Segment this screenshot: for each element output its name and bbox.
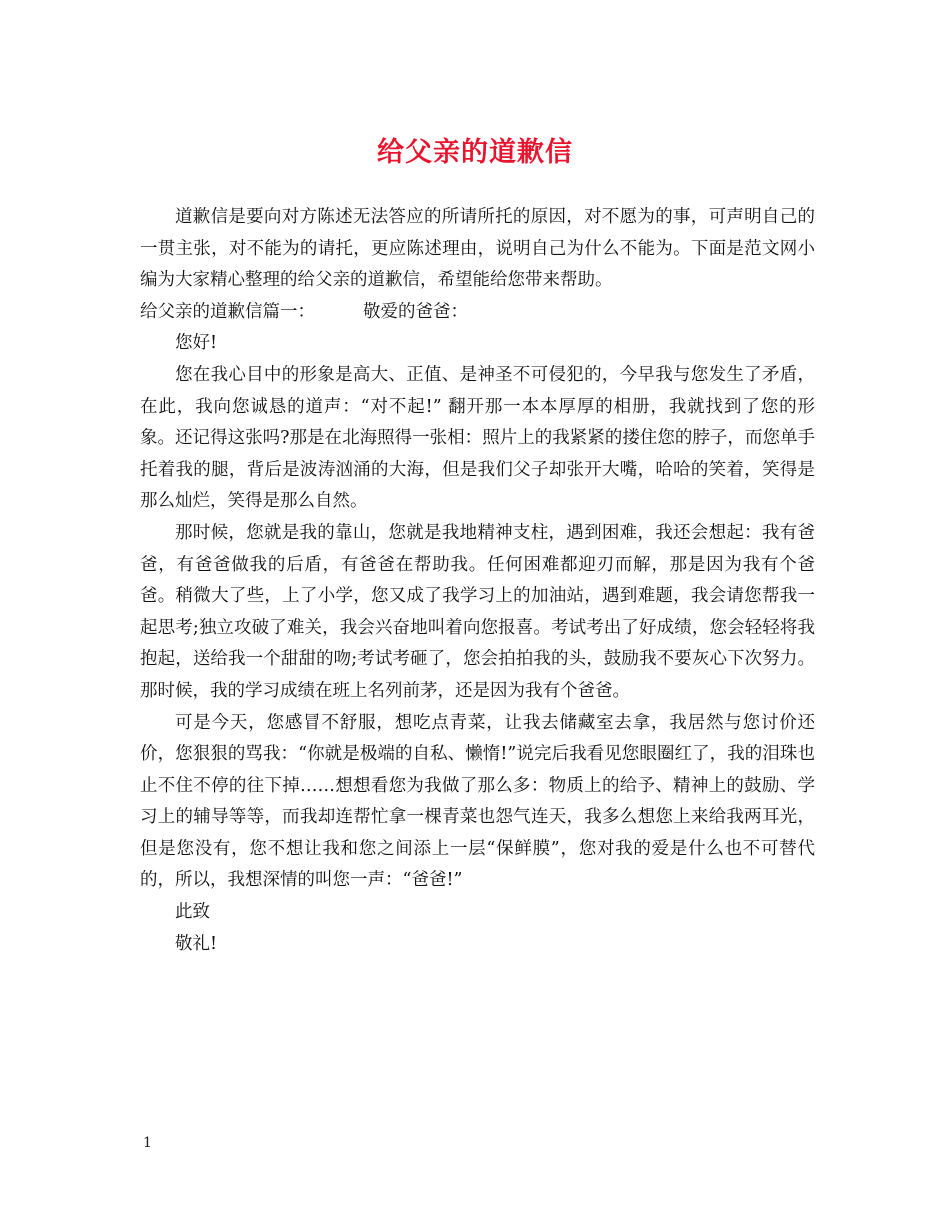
letter-body bbox=[140, 202, 815, 960]
closing-line-2: 敬礼! bbox=[175, 933, 218, 954]
section-heading-line bbox=[140, 297, 815, 329]
intro-paragraph: 道歉信是要向对方陈述无法答应的所请所托的原因，对不愿为的事，可声明自己的一贯主张，对不能为的请托，更应陈述理由，说明自己为什么不能为。下面是范文网小编为大家精心整理的给父亲的道歉信，希望能给您带来帮助。 bbox=[140, 207, 815, 291]
page-number: 1 bbox=[143, 1135, 152, 1151]
page-title: 给父亲的道歉信 bbox=[377, 137, 573, 168]
body-paragraph-1: 您在我心目中的形象是高大、正值、是神圣不可侵犯的，今早我与您发生了矛盾，在此，我向您诚恳的道声：“对不起!” 翻开那一本本厚厚的相册，我就找到了您的形象。还记得这张吗?那是在北海照得一张相：照片上的我紧紧的搂住您的脖子，而您单手托着我的腿，背后是波涛汹涌的大海，但是我们父子却张开大嘴，哈哈的笑着，笑得是那么灿烂，笑得是那么自然。 bbox=[140, 364, 815, 512]
section-label: 给父亲的道歉信篇一： bbox=[140, 301, 315, 322]
salutation: 敬爱的爸爸： bbox=[363, 301, 468, 322]
closing-line-1: 此致 bbox=[175, 902, 210, 923]
body-paragraph-3: 可是今天，您感冒不舒服，想吃点青菜，让我去储藏室去拿，我居然与您讨价还价，您狠狠的骂我：“你就是极端的自私、懒惰!”说完后我看见您眼圈红了，我的泪珠也止不住不停的往下掉……想想看您为我做了那么多：物质上的给予、精神上的鼓励、学习上的辅导等等，而我却连帮忙拿一棵青菜也怨气连天，我多么想您上来给我两耳光，但是您没有，您不想让我和您之间添上一层“保鲜膜”，您对我的爱是什么也不可替代的，所以，我想深情的叫您一声：“爸爸!” bbox=[140, 712, 815, 891]
body-paragraph-2: 那时候，您就是我的靠山，您就是我地精神支柱，遇到困难，我还会想起：我有爸爸，有爸爸做我的后盾，有爸爸在帮助我。任何困难都迎刃而解，那是因为我有个爸爸。稍微大了些，上了小学，您又成了我学习上的加油站，遇到难题，我会请您帮我一起思考;独立攻破了难关，我会兴奋地叫着向您报喜。考试考出了好成绩，您会轻轻将我抱起，送给我一个甜甜的吻;考试考砸了，您会拍拍我的头，鼓励我不要灰心下次努力。那时候，我的学习成绩在班上名列前茅，还是因为我有个爸爸。 bbox=[140, 522, 815, 701]
greeting: 您好! bbox=[175, 333, 218, 354]
